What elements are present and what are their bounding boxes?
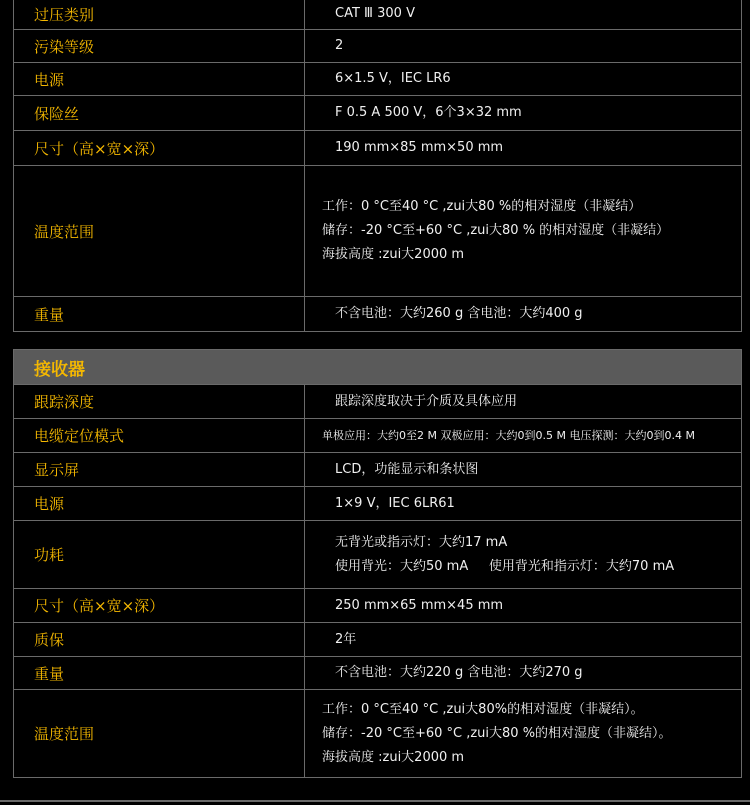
spec-value: [304, 623, 741, 656]
receiver-section-header: 接收器: [14, 350, 741, 384]
spec-value-line: CAT Ⅲ 300 V: [335, 6, 415, 21]
spec-label: 电缆定位模式: [34, 427, 125, 445]
spec-label: 过压类别: [34, 5, 95, 24]
spec-value: [304, 453, 741, 486]
spec-row-power: [14, 62, 741, 95]
spec-value: [304, 166, 741, 296]
spec-value: [304, 0, 741, 29]
spec-value-line: LCD，功能显示和条状图: [335, 461, 479, 477]
spec-row-fuse: [14, 95, 741, 130]
spec-value-line: 190 mm×85 mm×50 mm: [335, 140, 504, 155]
spec-value: [304, 63, 741, 95]
spec-value-line: 单极应用：大约0至2 M 双极应用：大约0到0.5 M 电压探测：大约0到0.4 M: [322, 428, 695, 442]
spec-value-line: 使用背光：大约50 mA 使用背光和指示灯：大约70 mA: [335, 558, 675, 574]
spec-label: 跟踪深度: [34, 393, 95, 411]
spec-value: [304, 385, 741, 418]
spec-row-consumption: [14, 520, 741, 588]
spec-label: 重量: [34, 664, 65, 683]
spec-value-line: 2年: [335, 631, 357, 647]
spec-value-line: 250 mm×65 mm×45 mm: [335, 597, 504, 613]
spec-row-locate-mode: [14, 418, 741, 452]
spec-row-overvoltage: [14, 0, 741, 29]
transmitter-spec-table: [13, 0, 742, 332]
spec-value-line: 储存：-20 °C至+60 °C ,zui大80 % 的相对湿度（非凝结）: [322, 223, 670, 238]
spec-value-line: F 0.5 A 500 V，6个3×32 mm: [335, 105, 522, 120]
spec-value-line: 1×9 V，IEC 6LR61: [335, 495, 455, 511]
spec-value-line: 不含电池：大约220 g 含电池：大约270 g: [335, 665, 583, 680]
spec-row-display: [14, 452, 741, 486]
bottom-divider: [0, 800, 750, 802]
spec-value: [304, 30, 741, 62]
spec-value-line: 工作：0 °C至40 °C ,zui大80 %的相对湿度（非凝结）: [322, 199, 642, 214]
spec-label: 尺寸（高×宽×深）: [34, 597, 165, 615]
spec-row-weight: [14, 656, 741, 689]
spec-label: 污染等级: [34, 37, 95, 56]
spec-row-dimensions: [14, 588, 741, 622]
spec-value: [304, 589, 741, 622]
spec-value-line: 海拔高度 :zui大2000 m: [322, 749, 465, 765]
spec-label: 质保: [34, 631, 65, 649]
spec-row-dimensions: [14, 130, 741, 165]
spec-value: [304, 657, 741, 689]
spec-value-line: 6×1.5 V，IEC LR6: [335, 71, 451, 86]
spec-label: 重量: [34, 305, 65, 324]
spec-row-weight: [14, 296, 741, 331]
spec-value-line: 跟踪深度取决于介质及具体应用: [335, 393, 518, 409]
spec-value: [304, 297, 741, 331]
spec-label: 显示屏: [34, 461, 80, 479]
spec-row-temperature: [14, 689, 741, 777]
spec-value-line: 工作：0 °C至40 °C ,zui大80%的相对湿度（非凝结）。: [322, 701, 644, 717]
spec-value-line: 无背光或指示灯：大约17 mA: [335, 534, 508, 550]
spec-label: 电源: [34, 495, 65, 513]
spec-value: [304, 690, 741, 777]
spec-value-line: 储存：-20 °C至+60 °C ,zui大80 %的相对湿度（非凝结）。: [322, 725, 672, 741]
spec-value: [304, 521, 741, 588]
spec-row-warranty: [14, 622, 741, 656]
spec-label: 尺寸（高×宽×深）: [34, 139, 165, 158]
spec-row-power: [14, 486, 741, 520]
spec-label: 温度范围: [34, 222, 95, 241]
spec-value-line: 不含电池：大约260 g 含电池：大约400 g: [335, 306, 583, 321]
spec-label: 温度范围: [34, 725, 95, 743]
spec-label: 保险丝: [34, 104, 80, 123]
spec-row-pollution: [14, 29, 741, 62]
receiver-spec-table: [13, 349, 742, 778]
spec-row-tracking-depth: [14, 384, 741, 418]
spec-value: [304, 96, 741, 130]
spec-row-temperature: [14, 165, 741, 296]
spec-value: [304, 419, 741, 452]
spec-label: 电源: [34, 70, 65, 89]
spec-label: 功耗: [34, 546, 65, 564]
spec-value: [304, 131, 741, 165]
spec-value-line: 2: [335, 38, 344, 53]
spec-value-line: 海拔高度 :zui大2000 m: [322, 247, 465, 262]
spec-value: [304, 487, 741, 520]
